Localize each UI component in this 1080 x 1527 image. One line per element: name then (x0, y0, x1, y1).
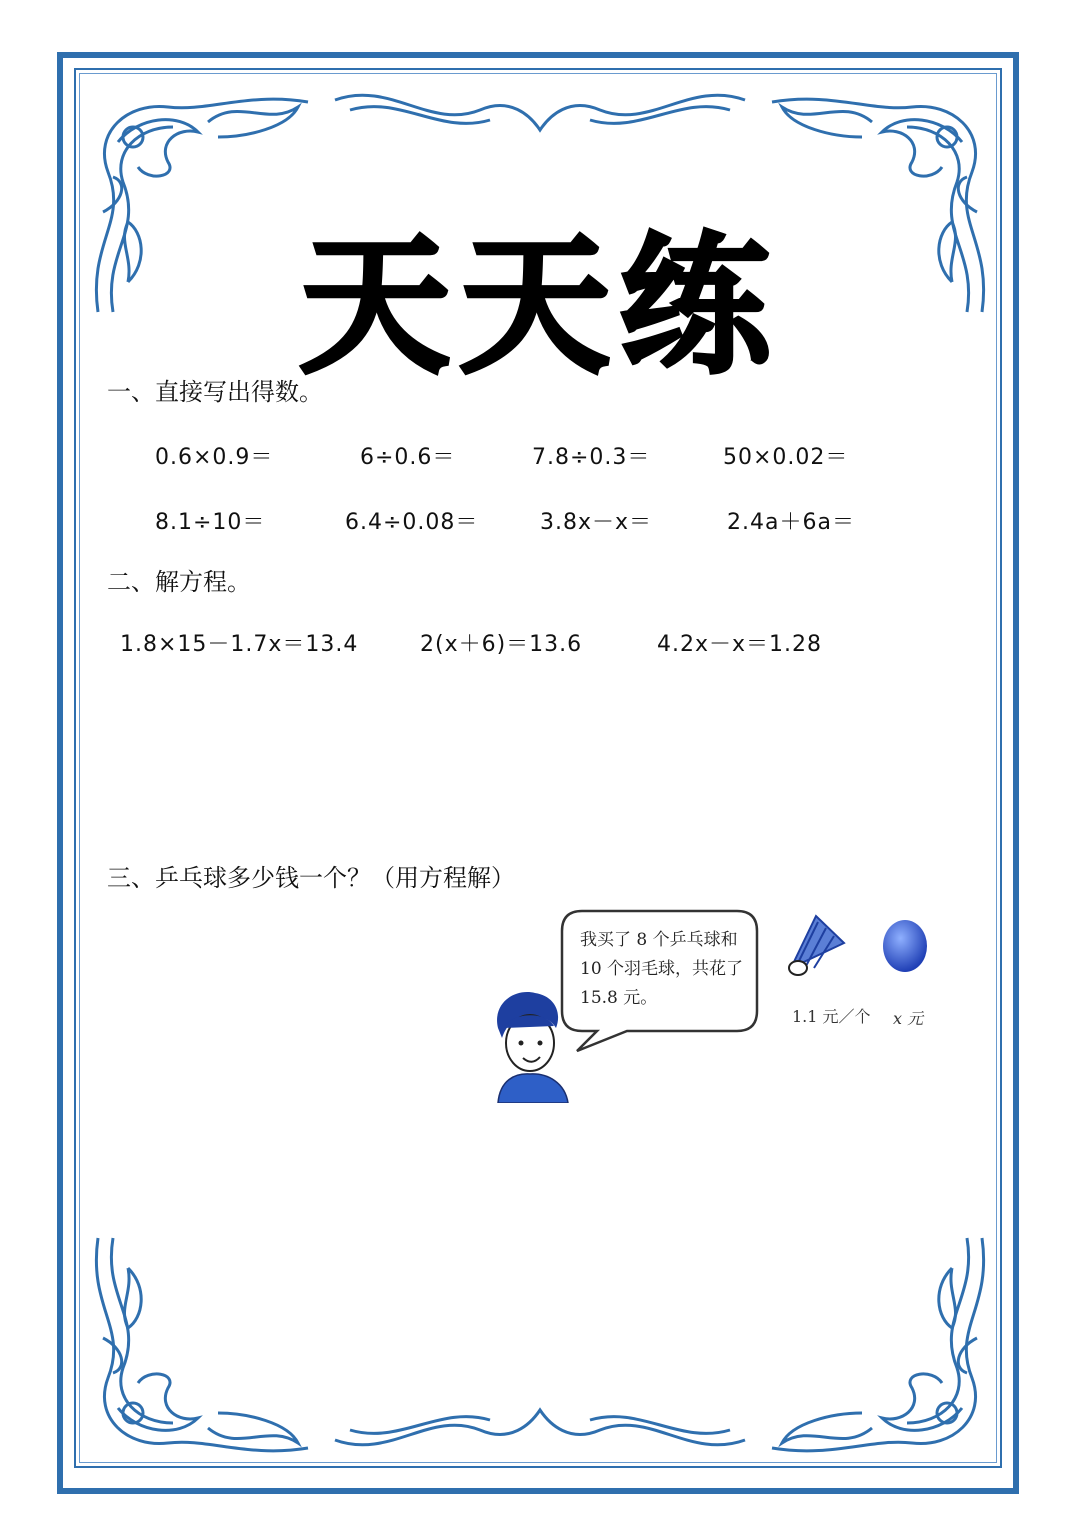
ping-pong-ball-icon (880, 918, 930, 974)
oral-problem: 8.1÷10＝ (155, 510, 266, 535)
equation-problem: 1.8×15－1.7x＝13.4 (120, 632, 359, 657)
boy-illustration (490, 988, 575, 1103)
ornament-bottom-left (88, 1228, 328, 1468)
oral-problem: 6÷0.6＝ (360, 445, 456, 470)
equation-problem: 2(x＋6)＝13.6 (420, 632, 583, 657)
oral-problem: 6.4÷0.08＝ (345, 510, 479, 535)
oral-problem: 3.8x－x＝ (540, 510, 653, 535)
speech-line: 15.8 元。 (580, 988, 658, 1008)
section-2-heading: 二、解方程。 (107, 568, 251, 596)
ornament-top-center (330, 85, 750, 145)
section-3-heading: 三、乒乓球多少钱一个？（用方程解） (107, 864, 515, 892)
oral-problem: 2.4a＋6a＝ (727, 510, 855, 535)
speech-text (580, 926, 750, 1013)
oral-problem: 50×0.02＝ (723, 445, 849, 470)
oral-problem: 0.6×0.9＝ (155, 445, 274, 470)
page-title: 天天练 (299, 220, 780, 394)
oral-problem: 7.8÷0.3＝ (532, 445, 651, 470)
ball-price: x 元 (893, 1009, 924, 1028)
speech-line: 10 个羽毛球，共花了 (580, 959, 744, 979)
ornament-bottom-center (330, 1395, 750, 1455)
shuttlecock-icon (786, 908, 848, 978)
shuttlecock-price: 1.1 元／个 (792, 1007, 871, 1026)
section-1-heading: 一、直接写出得数。 (107, 378, 323, 406)
speech-line: 我买了 8 个乒乓球和 (580, 930, 738, 950)
equation-problem: 4.2x－x＝1.28 (657, 632, 823, 657)
ornament-bottom-right (752, 1228, 992, 1468)
